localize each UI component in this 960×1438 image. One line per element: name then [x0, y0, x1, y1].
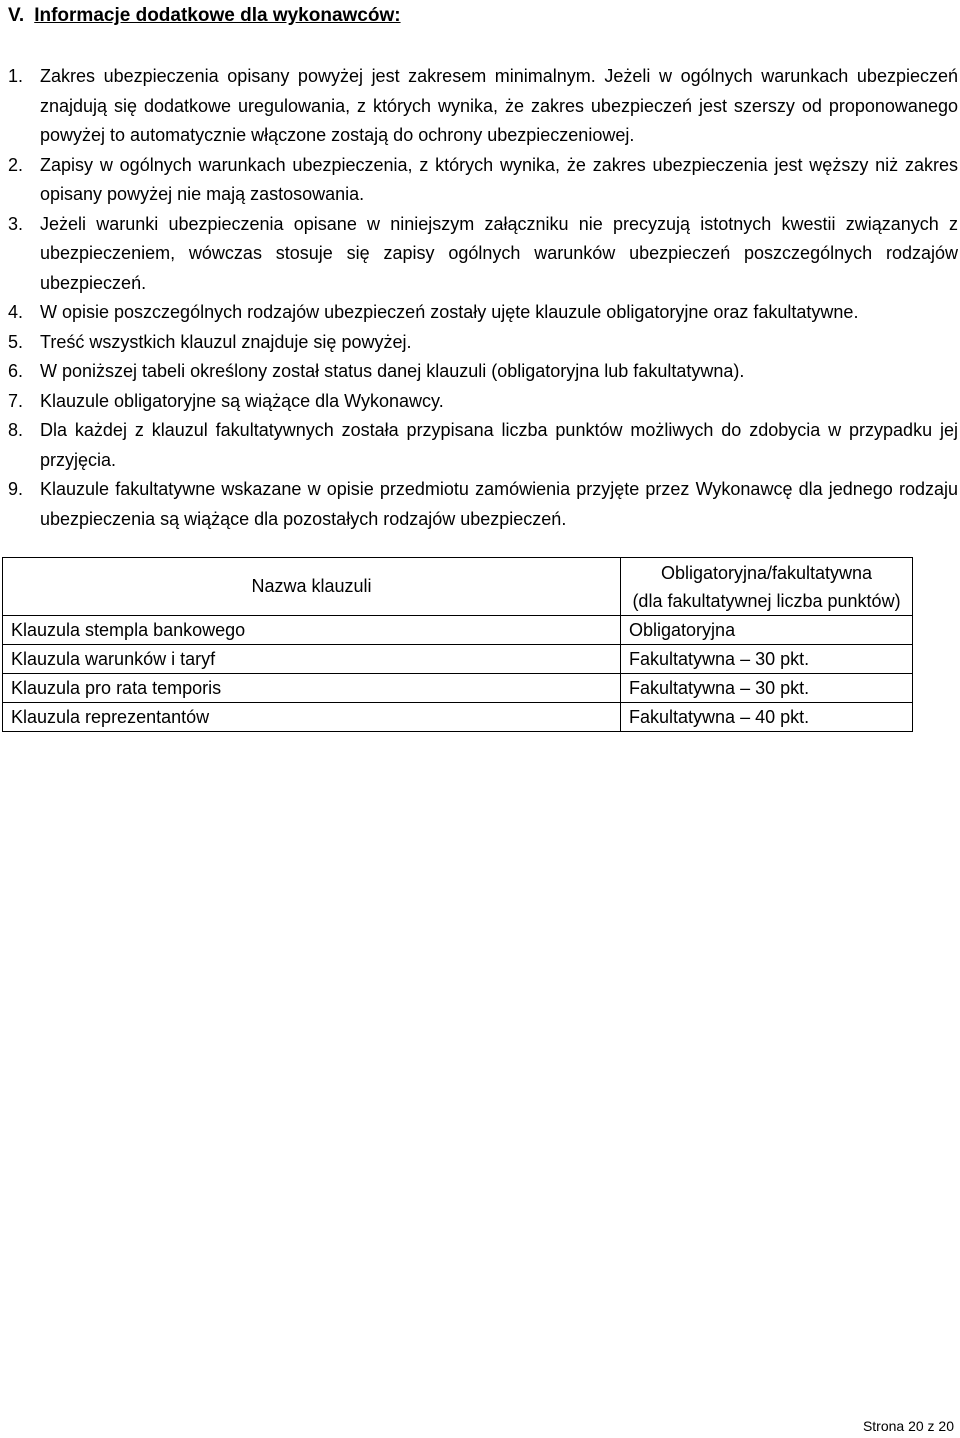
list-item-text: Klauzule fakultatywne wskazane w opisie przedmiotu zamówienia przyjęte przez Wykonawcę dla jednego rodzaju ubezpieczenia są wiążące dla pozostałych rodzajów ubezpieczeń. — [40, 479, 958, 529]
list-item — [8, 357, 958, 387]
clause-name-cell: Klauzula reprezentantów — [3, 703, 621, 732]
list-item — [8, 387, 958, 417]
list-item-text: W opisie poszczególnych rodzajów ubezpieczeń zostały ujęte klauzule obligatoryjne oraz fakultatywne. — [40, 302, 859, 322]
list-item-text: Zapisy w ogólnych warunkach ubezpieczenia, z których wynika, że zakres ubezpieczenia jest węższy niż zakres opisany powyżej nie mają zastosowania. — [40, 154, 958, 204]
clause-status-cell: Obligatoryjna — [621, 616, 913, 645]
list-item-number: 6. — [8, 361, 24, 381]
list-item — [8, 475, 958, 534]
table-row — [3, 645, 913, 674]
column-header-name: Nazwa klauzuli — [3, 558, 621, 616]
clause-status-cell: Fakultatywna – 30 pkt. — [621, 645, 913, 674]
column-header-status-line2: (dla fakultatywnej liczba punktów) — [632, 590, 901, 611]
table-header-row — [3, 558, 913, 616]
list-item-text: Klauzule obligatoryjne są wiążące dla Wykonawcy. — [40, 390, 444, 411]
clause-name-cell: Klauzula warunków i taryf — [3, 645, 621, 674]
list-item-text: Zakres ubezpieczenia opisany powyżej jest zakresem minimalnym. Jeżeli w ogólnych warunkach ubezpieczeń znajdują się dodatkowe uregulowania, z których wynika, że zakres ubezpieczeń jest szerszy od proponowanego powyżej to automatycznie włączone zostają do ochrony ubezpieczeniowej. — [40, 66, 958, 145]
list-item-number: 2. — [8, 154, 24, 175]
table-row — [3, 616, 913, 645]
clause-name-cell: Klauzula stempla bankowego — [3, 616, 621, 645]
list-item — [8, 328, 958, 358]
section-number: V. — [8, 5, 25, 26]
list-item-text: Treść wszystkich klauzul znajduje się powyżej. — [40, 331, 412, 352]
column-header-status — [621, 558, 913, 616]
clause-status-cell: Fakultatywna – 30 pkt. — [621, 674, 913, 703]
clause-status-cell: Fakultatywna – 40 pkt. — [621, 703, 913, 732]
list-item-text: Jeżeli warunki ubezpieczenia opisane w niniejszym załączniku nie precyzują istotnych kwestii związanych z ubezpieczeniem, wówczas stosuje się zapisy ogólnych warunków ubezpieczeń poszczególnych rodzajów ubezpieczeń. — [40, 213, 958, 293]
list-item — [8, 416, 958, 475]
list-item-number: 8. — [8, 420, 24, 440]
list-item-number: 1. — [8, 66, 24, 86]
list-item-number: 7. — [8, 390, 24, 411]
table-row — [3, 703, 913, 732]
list-item-text: W poniższej tabeli określony został status danej klauzuli (obligatoryjna lub fakultatywna). — [40, 361, 745, 381]
list-item-number: 4. — [8, 302, 24, 322]
list-item — [8, 210, 958, 299]
page-number-footer: Strona 20 z 20 — [862, 1418, 954, 1434]
list-item — [8, 151, 958, 210]
table-row — [3, 674, 913, 703]
list-item — [8, 298, 958, 328]
clauses-table — [2, 557, 913, 732]
clause-name-cell: Klauzula pro rata temporis — [3, 674, 621, 703]
section-title: Informacje dodatkowe dla wykonawców: — [34, 5, 401, 26]
list-item-text: Dla każdej z klauzul fakultatywnych została przypisana liczba punktów możliwych do zdobycia w przypadku jej przyjęcia. — [40, 420, 958, 470]
info-list — [8, 62, 958, 534]
list-item-number: 3. — [8, 213, 24, 234]
list-item — [8, 62, 958, 151]
column-header-status-line1: Obligatoryjna/fakultatywna — [660, 562, 873, 583]
list-item-number: 9. — [8, 479, 24, 499]
section-heading — [8, 4, 401, 28]
list-item-number: 5. — [8, 331, 24, 352]
